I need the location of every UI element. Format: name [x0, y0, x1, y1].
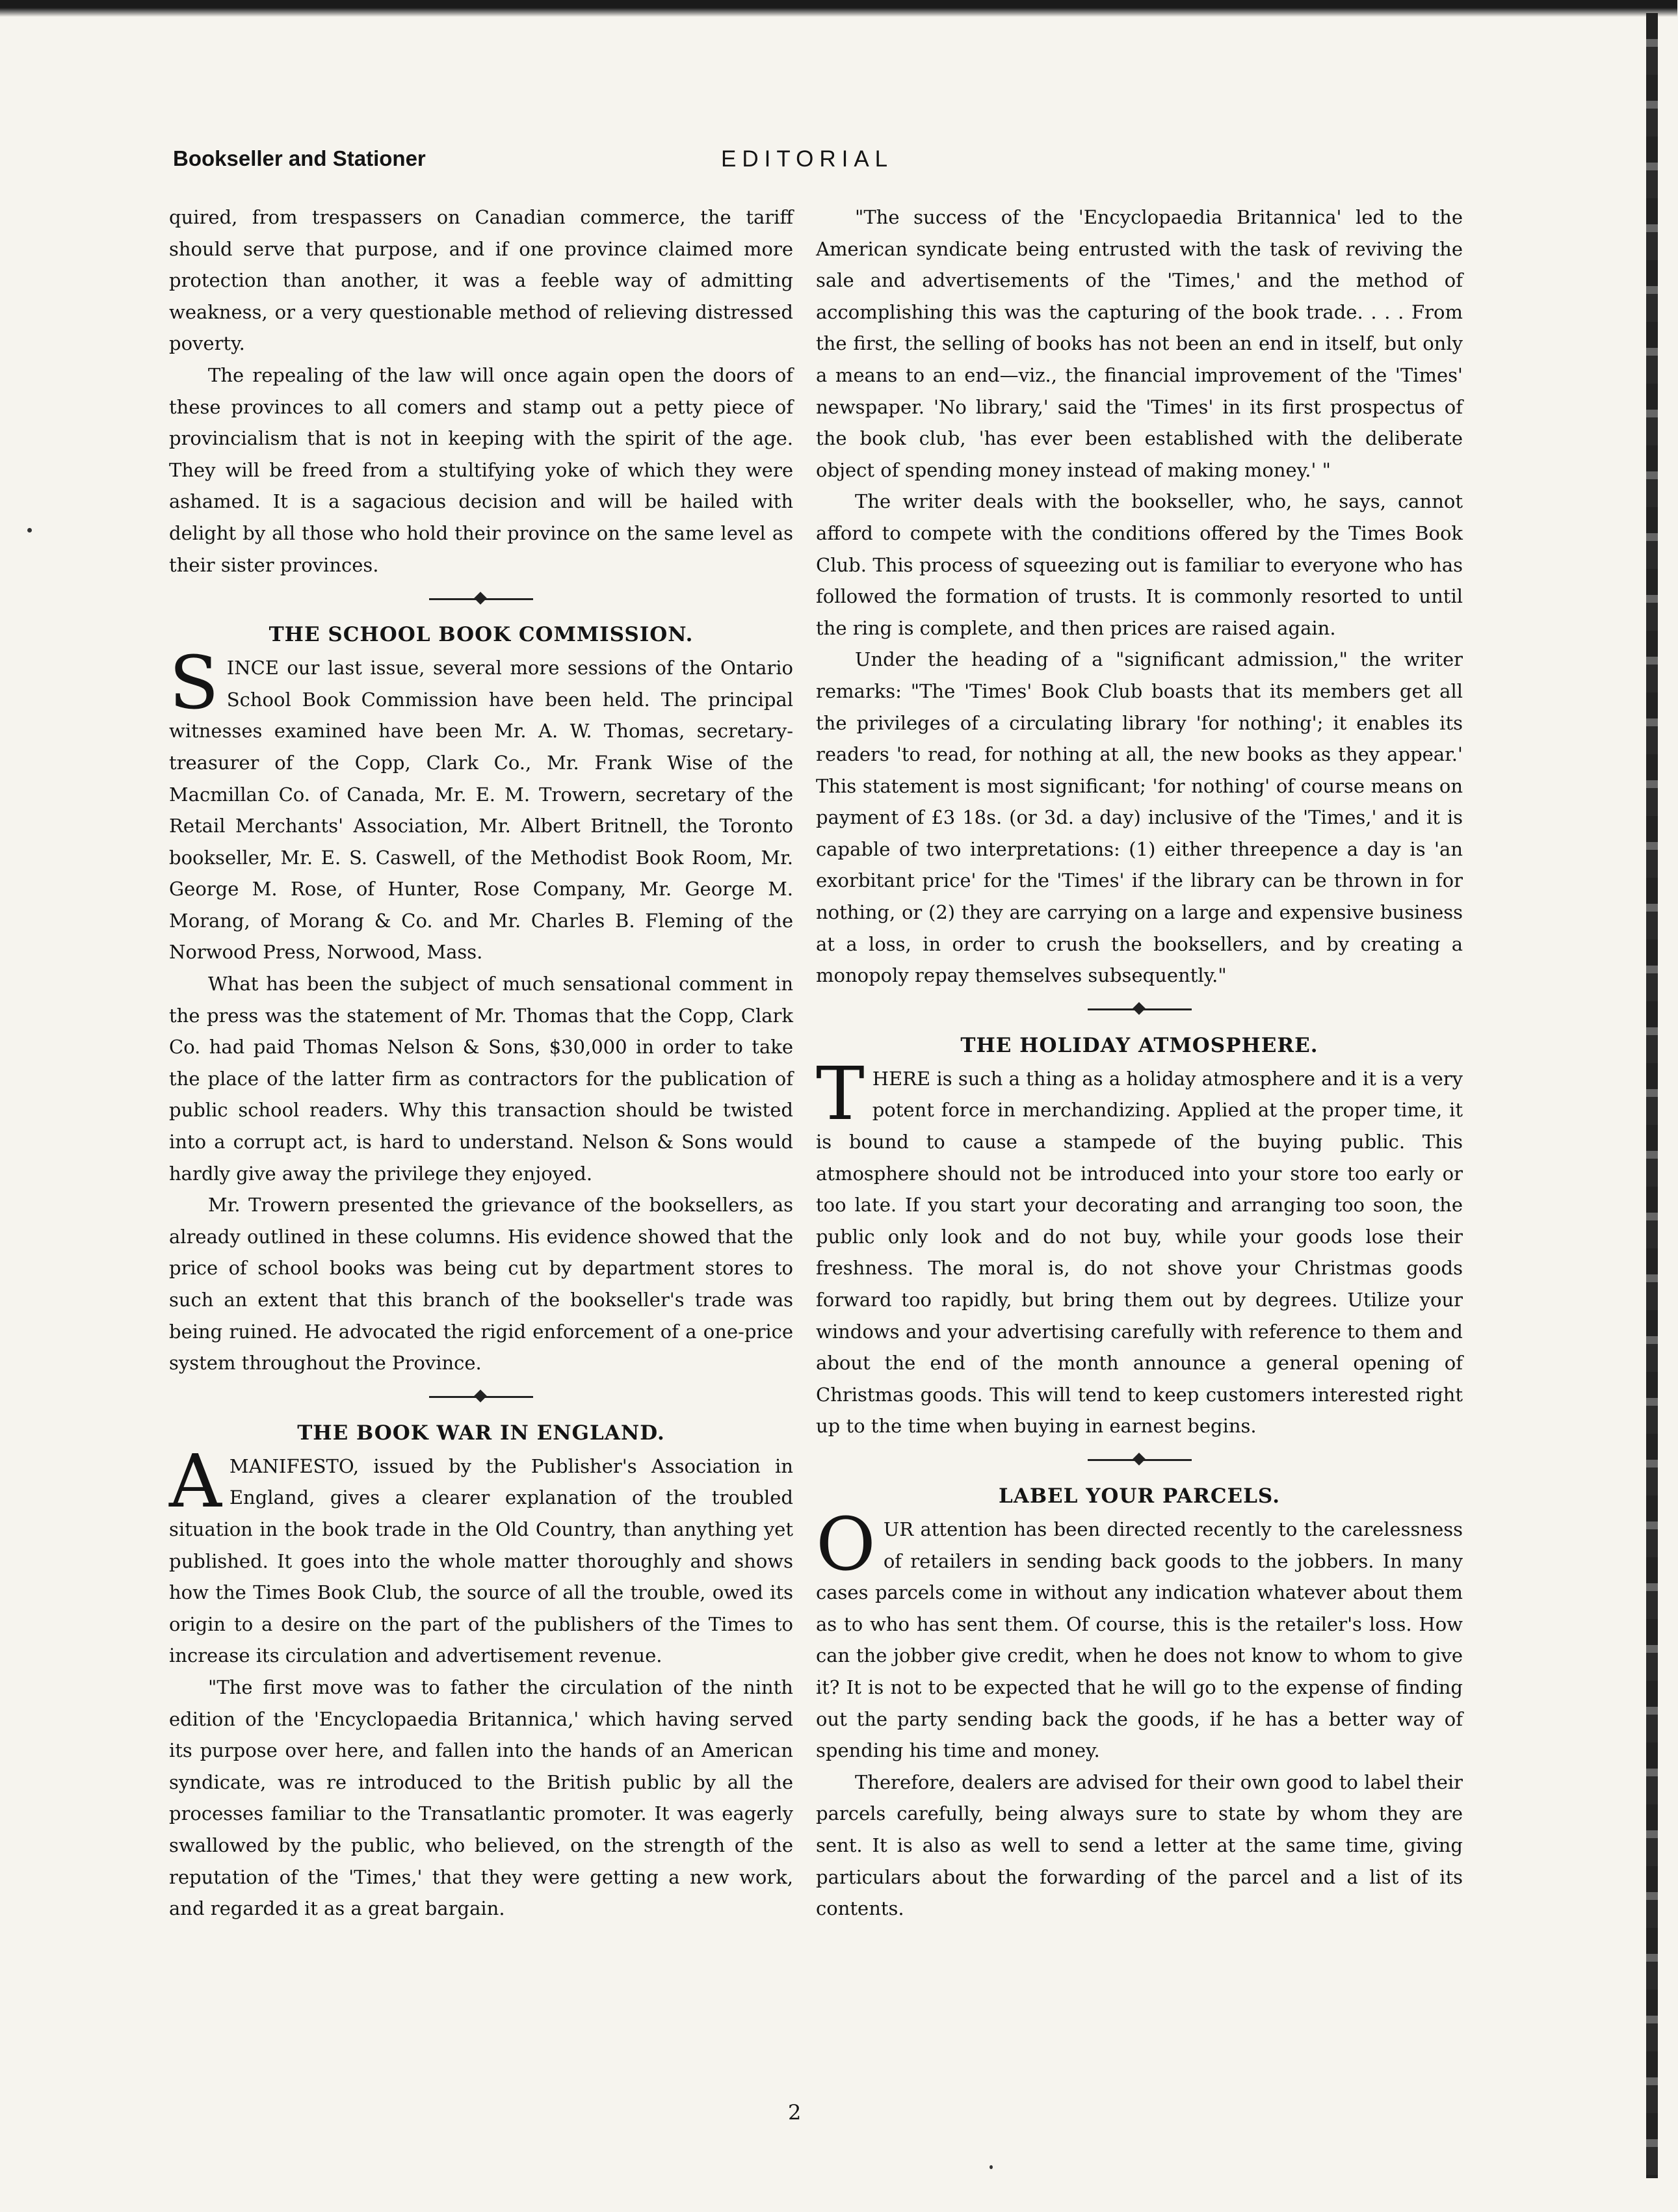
school-book-lead [169, 641, 793, 968]
school-book-paragraph-2: Mr. Trowern presented the grievance of the booksellers, as already outlined in these columns. His evidence showed that the price of school books was being cut by department stores to such an extent that this branch of the bookseller's trade was being ruined. He advocated the rigid enforcement of a one-price system throughout the Province. [169, 1194, 793, 1375]
page-number: 2 [788, 2100, 802, 2125]
dropcap-letter: O [816, 1502, 876, 1587]
scan-speck [990, 2165, 993, 2169]
holiday-lead [816, 1051, 1463, 1442]
section-divider [816, 1442, 1463, 1479]
holiday-lead-text: HERE is such a thing as a holiday atmosphere and it is a very potent force in merchandizing. Applied at the proper time, it is bound to cause a stampede of the buying public. This atmosphere should not be introduced into your store too early or too late. If you start your decorating and arranging too soon, the public only look and do not buy, while your goods lose their freshness. The moral is, do not shove your Christmas goods forward too rapidly, but bring them out by degrees. Utilize your windows and your advertising carefully with reference to them and about the end of the month announce a general opening of Christmas goods. This will tend to keep customers interested right up to the time when buying in earnest begins. [816, 1067, 1463, 1438]
intro-paragraph-1: quired, from trespassers on Canadian commerce, the tariff should serve that purpose, and if one province claimed more protection than another, it was a feeble way of admitting weakness, or a very questionable method of relieving distressed poverty. [169, 206, 793, 355]
label-lead [816, 1502, 1463, 1767]
school-book-paragraph-1: What has been the subject of much sensational comment in the press was the statement of Mr. Thomas that the Copp, Clark Co. had paid Thomas Nelson & Sons, $30,000 in order to take the place of the latter firm as contractors for the publication of public school readers. Why this transaction should be twisted into a corrupt act, is hard to understand. Nelson & Sons would hardly give away the privilege they enjoyed. [169, 973, 793, 1185]
scan-speck [27, 528, 32, 533]
dropcap-letter: S [169, 641, 219, 726]
continuation-paragraph-2: The writer deals with the bookseller, who, he says, cannot afford to compete with the conditions offered by the Times Book Club. This process of squeezing out is familiar to everyone who has followed the formation of trusts. It is commonly resorted to until the ring is complete, and then prices are raised again. [816, 490, 1463, 639]
right-scan-edge [1646, 13, 1658, 2178]
top-scan-border [0, 0, 1677, 17]
holiday-heading: THE HOLIDAY ATMOSPHERE. [960, 1033, 1318, 1057]
book-war-heading: THE BOOK WAR IN ENGLAND. [297, 1421, 665, 1445]
section-divider [816, 992, 1463, 1028]
dropcap-letter: T [816, 1051, 865, 1137]
book-war-lead-text: MANIFESTO, issued by the Publisher's Association in England, gives a clearer explanation of the troubled situation in the book trade in the Old Country, than anything yet published. It goes into the whole matter thoroughly and shows how the Times Book Club, the source of all the trouble, owed its origin to a desire on the part of the publishers of the Times to increase its circulation and advertisement revenue. [169, 1455, 793, 1667]
section-divider [169, 1379, 793, 1415]
label-lead-text: UR attention has been directed recently to the carelessness of retailers in sending back goods to the jobbers. In many cases parcels come in without any indication whatever about them as to who has sent them. Of course, this is the retailer's loss. How can the jobber give credit, when he does not know to whom to give it? It is not to be expected that he will go to the expense of finding out the party sending back the goods, if he has a better way of spending his time and money. [816, 1518, 1463, 1762]
page-header [173, 146, 1571, 185]
section-divider [169, 581, 793, 617]
book-war-lead [169, 1439, 793, 1672]
ornament-divider-icon [1088, 1008, 1192, 1010]
continuation-paragraph-1: "The success of the 'Encyclopaedia Britannica' led to the American syndicate being entrusted with the task of reviving the sale and advertisements of the 'Times,' and the method of accomplishing this was the capturing of the book trade. . . . From the first, the selling of books has not been an end in itself, but only a means to an end—viz., the financial improvement of the 'Times' newspaper. 'No library,' said the 'Times' in its first prospectus of the book club, 'has ever been established with the deliberate object of spending money instead of making money.' " [816, 206, 1463, 481]
label-paragraph-1: Therefore, dealers are advised for their own good to label their parcels carefully, being always sure to state by whom they are sent. It is also as well to send a letter at the same time, giving particulars about the forwarding of the parcel and a list of its contents. [816, 1771, 1463, 1920]
label-heading: LABEL YOUR PARCELS. [998, 1484, 1281, 1508]
ornament-divider-icon [1088, 1459, 1192, 1461]
ornament-divider-icon [429, 1396, 533, 1398]
intro-paragraph-2: The repealing of the law will once again open the doors of these provinces to all comers and stamp out a petty piece of provincialism that is not in keeping with the spirit of the age. They will be freed from a stultifying yoke of which they were ashamed. It is a sagacious decision and will be hailed with delight by all those who hold their province on the same level as their sister provinces. [169, 363, 793, 576]
school-book-heading: THE SCHOOL BOOK COMMISSION. [269, 623, 694, 647]
publication-title: Bookseller and Stationer [173, 146, 426, 170]
book-war-paragraph-1: "The first move was to father the circulation of the ninth edition of the 'Encyclopaedia Britannica,' which having served its purpose over here, and fallen into the hands of an American syndicate, was re introduced to the British public by all the processes familiar to the Transatlantic promoter. It was eagerly swallowed by the public, who believed, on the strength of the reputation of the 'Times,' that they were getting a new work, and regarded it as a great bargain. [169, 1676, 793, 1920]
section-title: EDITORIAL [721, 146, 894, 172]
school-book-lead-text: INCE our last issue, several more sessions of the Ontario School Book Commission have been held. The principal witnesses examined have been Mr. A. W. Thomas, secretary-treasurer of the Copp, Clark Co., Mr. Frank Wise of the Macmillan Co. of Canada, Mr. E. M. Trowern, secretary of the Retail Merchants' Association, Mr. Albert Britnell, the Toronto bookseller, Mr. E. S. Caswell, of the Methodist Book Room, Mr. George M. Rose, of Hunter, Rose Company, Mr. George M. Morang, of Morang & Co. and Mr. Charles B. Fleming of the Norwood Press, Norwood, Mass. [169, 657, 793, 964]
dropcap-letter: A [169, 1439, 222, 1524]
right-column [816, 202, 1463, 1925]
ornament-divider-icon [429, 598, 533, 600]
left-column [169, 202, 793, 1925]
continuation-paragraph-3: Under the heading of a "significant admission," the writer remarks: "The 'Times' Book Club boasts that its members get all the privileges of a circulating library 'for nothing'; it enables its readers 'to read, for nothing at all, the new books as they appear.' This statement is most significant; 'for nothing' of course means on payment of £3 18s. (or 3d. a day) inclusive of the 'Times,' and it is capable of two interpretations: (1) either threepence a day is 'an exorbitant price' for the 'Times' if the library can be thrown in for nothing, or (2) they are carrying on a large and expensive business at a loss, in order to crush the booksellers, and by creating a monopoly repay themselves subsequently." [816, 648, 1463, 987]
